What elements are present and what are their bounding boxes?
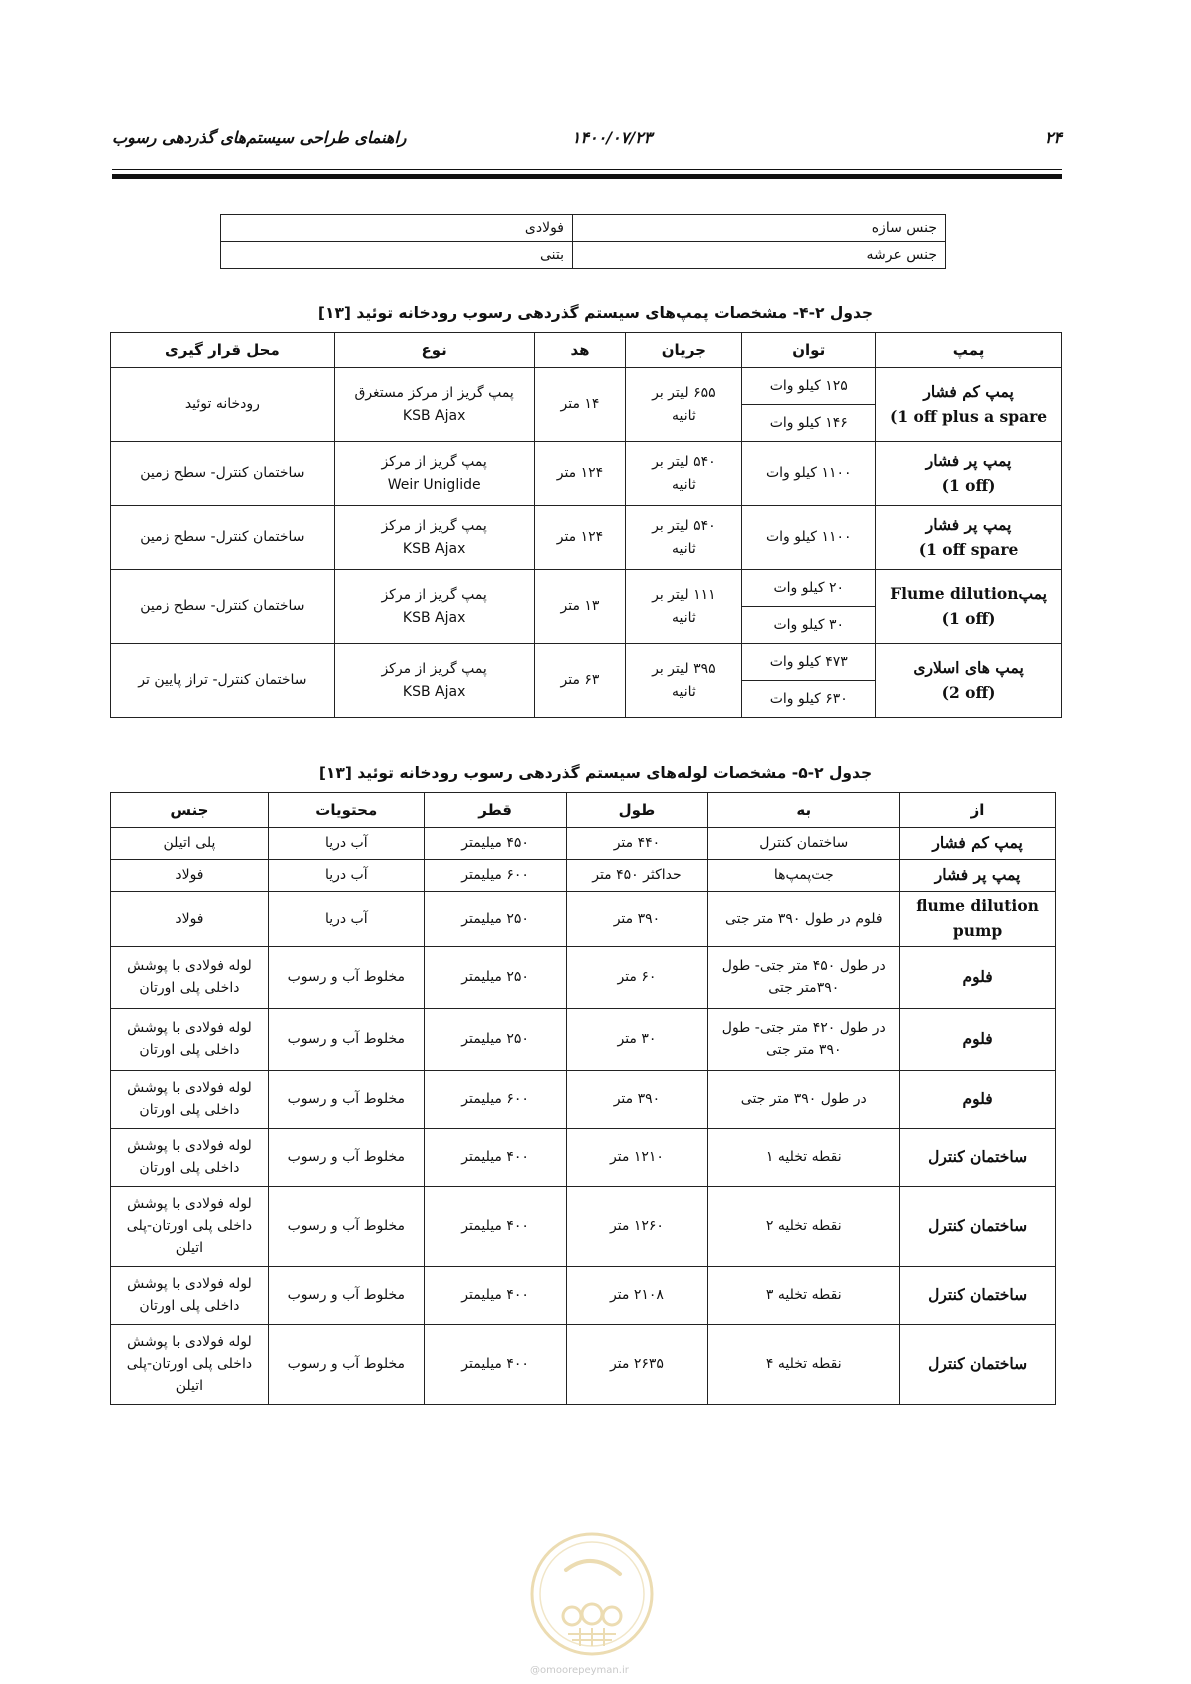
content-cell: مخلوط آب و رسوب [268, 1008, 424, 1070]
diameter-cell: ۶۰۰ میلیمتر [424, 860, 566, 892]
column-header: به [708, 793, 900, 828]
to-cell: در طول ۴۲۰ متر جتی- طول ۳۹۰ متر جتی [708, 1008, 900, 1070]
type-cell [334, 506, 534, 570]
material-cell: فولاد [111, 860, 269, 892]
pumps-table-caption: جدول ۲-۴- مشخصات پمپ‌های سیستم گذردهی رسوب رودخانه توئید [۱۳] [317, 304, 874, 322]
column-header: پمپ [876, 333, 1062, 368]
property-value: بتنی [221, 242, 573, 269]
head-cell: ۶۳ متر [534, 644, 626, 718]
location-cell: ساختمان کنترل- سطح زمین [111, 570, 335, 644]
pump-count: (1 off) [941, 475, 996, 495]
pump-count: (1 off spare [918, 539, 1019, 559]
length-cell: حداکثر ۴۵۰ متر [566, 860, 708, 892]
head-cell: ۱۳ متر [534, 570, 626, 644]
column-header: محل قرار گیری [111, 333, 335, 368]
material-cell: لوله فولادی با پوشش داخلی پلی اورتان [111, 1266, 269, 1324]
location-cell: ساختمان کنترل- سطح زمین [111, 442, 335, 506]
type-cell [334, 368, 534, 442]
power-cell: ۲۰ کیلو وات [742, 570, 876, 607]
table-header-row [111, 333, 1062, 368]
length-cell: ۴۴۰ متر [566, 828, 708, 860]
type-model: KSB Ajax [402, 683, 466, 700]
header-date: ۱۴۰۰/۰۷/۲۳ [571, 128, 653, 147]
diameter-cell: ۴۰۰ میلیمتر [424, 1128, 566, 1186]
pump-name-cell [876, 570, 1062, 644]
power-cell: ۱۱۰۰ کیلو وات [742, 442, 876, 506]
property-value: فولادی [221, 215, 573, 242]
diameter-cell: ۴۰۰ میلیمتر [424, 1266, 566, 1324]
column-header: قطر [424, 793, 566, 828]
flow-cell [626, 506, 742, 570]
location-cell: رودخانه توئید [111, 368, 335, 442]
pump-name-cell [876, 506, 1062, 570]
head-cell: ۱۲۴ متر [534, 442, 626, 506]
table-row [111, 570, 1062, 607]
column-header: محتویات [268, 793, 424, 828]
table-row [111, 1266, 1056, 1324]
to-cell: نقطه تخلیه ۲ [708, 1186, 900, 1266]
column-header: توان [742, 333, 876, 368]
power-cell: ۳۰ کیلو وات [742, 607, 876, 644]
flow-value: ۵۴۰ لیتر بر [652, 518, 716, 535]
material-cell: لوله فولادی با پوشش داخلی پلی اورتان-پلی اتیلن [111, 1186, 269, 1266]
power-cell: ۱۲۵ کیلو وات [742, 368, 876, 405]
content-cell: مخلوط آب و رسوب [268, 1070, 424, 1128]
pump-name: پمپFlume dilution [890, 583, 1047, 603]
pump-name: پمپ پر فشار [925, 450, 1012, 470]
from-cell: فلوم [900, 1008, 1056, 1070]
to-cell: نقطه تخلیه ۱ [708, 1128, 900, 1186]
length-cell: ۳۹۰ متر [566, 892, 708, 947]
from-cell: ساختمان کنترل [900, 1266, 1056, 1324]
from-cell: پمپ کم فشار [900, 828, 1056, 860]
table-row [111, 1128, 1056, 1186]
header-rule-thick [112, 174, 1062, 179]
power-cell: ۱۴۶ کیلو وات [742, 405, 876, 442]
length-cell: ۱۲۱۰ متر [566, 1128, 708, 1186]
table-row [111, 860, 1056, 892]
pump-name: پمپ های اسلاری [913, 657, 1024, 677]
type-cell [334, 644, 534, 718]
diameter-cell: ۲۵۰ میلیمتر [424, 1008, 566, 1070]
table-row [111, 368, 1062, 405]
watermark-text: @omoorepeyman.ir [530, 1665, 629, 1676]
content-cell: مخلوط آب و رسوب [268, 1266, 424, 1324]
type-model: KSB Ajax [402, 540, 466, 557]
flow-unit: ثانیه [671, 476, 696, 493]
flow-value: ۶۵۵ لیتر بر [652, 385, 716, 402]
type-description: پمپ گریز از مرکز مستغرق [354, 385, 514, 402]
from-cell: ساختمان کنترل [900, 1186, 1056, 1266]
length-cell: ۳۹۰ متر [566, 1070, 708, 1128]
table-row [111, 892, 1056, 947]
header-title: راهنمای طراحی سیستم‌های گذردهی رسوب [112, 128, 407, 147]
length-cell: ۲۱۰۸ متر [566, 1266, 708, 1324]
column-header: از [900, 793, 1056, 828]
to-cell: ساختمان کنترل [708, 828, 900, 860]
pump-name: پمپ پر فشار [925, 514, 1012, 534]
diameter-cell: ۴۰۰ میلیمتر [424, 1186, 566, 1266]
from-cell: ساختمان کنترل [900, 1324, 1056, 1404]
flow-cell [626, 644, 742, 718]
head-cell: ۱۴ متر [534, 368, 626, 442]
page-header [112, 128, 1062, 154]
pipes-table-body [111, 828, 1056, 1405]
head-cell: ۱۲۴ متر [534, 506, 626, 570]
content-cell: آب دریا [268, 860, 424, 892]
content-cell: مخلوط آب و رسوب [268, 1324, 424, 1404]
content-cell: آب دریا [268, 828, 424, 860]
material-cell: لوله فولادی با پوشش داخلی پلی اورتان [111, 1070, 269, 1128]
material-cell: لوله فولادی با پوشش داخلی پلی اورتان [111, 1008, 269, 1070]
content-cell: مخلوط آب و رسوب [268, 1128, 424, 1186]
diameter-cell: ۴۰۰ میلیمتر [424, 1324, 566, 1404]
type-cell [334, 442, 534, 506]
flow-unit: ثانیه [671, 407, 696, 424]
table-row [111, 506, 1062, 570]
table-row [111, 946, 1056, 1008]
property-key: جنس سازه [573, 215, 946, 242]
pump-count: (2 off) [941, 682, 996, 702]
type-model: KSB Ajax [402, 609, 466, 626]
property-key: جنس عرشه [573, 242, 946, 269]
type-description: پمپ گریز از مرکز [381, 454, 487, 471]
flow-value: ۵۴۰ لیتر بر [652, 454, 716, 471]
power-cell: ۱۱۰۰ کیلو وات [742, 506, 876, 570]
material-cell: لوله فولادی با پوشش داخلی پلی اورتان-پلی اتیلن [111, 1324, 269, 1404]
flow-value: ۳۹۵ لیتر بر [652, 661, 716, 678]
flow-cell [626, 368, 742, 442]
flow-unit: ثانیه [671, 683, 696, 700]
type-description: پمپ گریز از مرکز [381, 587, 487, 604]
diameter-cell: ۴۵۰ میلیمتر [424, 828, 566, 860]
diameter-cell: ۲۵۰ میلیمتر [424, 946, 566, 1008]
from-cell: flume dilution pump [900, 892, 1056, 947]
column-header: جنس [111, 793, 269, 828]
page-number: ۲۴ [1044, 128, 1062, 147]
properties-table [220, 214, 946, 269]
watermark-logo [528, 1530, 656, 1658]
table-row [111, 828, 1056, 860]
pipes-table-caption: جدول ۲-۵- مشخصات لوله‌های سیستم گذردهی رسوب رودخانه توئید [۱۳] [318, 764, 873, 782]
power-cell: ۶۳۰ کیلو وات [742, 681, 876, 718]
pumps-table [110, 332, 1062, 718]
table-row [111, 1070, 1056, 1128]
pump-count: (1 off plus a spare [889, 406, 1048, 426]
content-cell: آب دریا [268, 892, 424, 947]
to-cell: در طول ۴۵۰ متر جتی- طول ۳۹۰متر جتی [708, 946, 900, 1008]
location-cell: ساختمان کنترل- تراز پایین تر [111, 644, 335, 718]
flow-cell [626, 442, 742, 506]
table-row [221, 242, 946, 269]
length-cell: ۱۲۶۰ متر [566, 1186, 708, 1266]
from-cell: ساختمان کنترل [900, 1128, 1056, 1186]
flow-unit: ثانیه [671, 540, 696, 557]
location-cell: ساختمان کنترل- سطح زمین [111, 506, 335, 570]
length-cell: ۲۶۳۵ متر [566, 1324, 708, 1404]
material-cell: لوله فولادی با پوشش داخلی پلی اورتان [111, 1128, 269, 1186]
power-cell: ۴۷۳ کیلو وات [742, 644, 876, 681]
table-row [111, 442, 1062, 506]
table-header-row [111, 793, 1056, 828]
length-cell: ۳۰ متر [566, 1008, 708, 1070]
type-description: پمپ گریز از مرکز [381, 518, 487, 535]
pipes-table [110, 792, 1056, 1405]
flow-cell [626, 570, 742, 644]
type-model: Weir Uniglide [387, 476, 481, 493]
to-cell: فلوم در طول ۳۹۰ متر جتی [708, 892, 900, 947]
material-cell: پلی اتیلن [111, 828, 269, 860]
pump-name-cell [876, 368, 1062, 442]
flow-value: ۱۱۱ لیتر بر [652, 587, 716, 604]
length-cell: ۶۰ متر [566, 946, 708, 1008]
from-cell: فلوم [900, 946, 1056, 1008]
material-cell: فولاد [111, 892, 269, 947]
column-header: جریان [626, 333, 742, 368]
table-row [221, 215, 946, 242]
column-header: نوع [334, 333, 534, 368]
type-description: پمپ گریز از مرکز [381, 661, 487, 678]
pump-name-cell [876, 442, 1062, 506]
diameter-cell: ۶۰۰ میلیمتر [424, 1070, 566, 1128]
diameter-cell: ۲۵۰ میلیمتر [424, 892, 566, 947]
pump-name-cell [876, 644, 1062, 718]
from-cell: پمپ پر فشار [900, 860, 1056, 892]
table-row [111, 1008, 1056, 1070]
to-cell: در طول ۳۹۰ متر جتی [708, 1070, 900, 1128]
table-row [111, 1324, 1056, 1404]
content-cell: مخلوط آب و رسوب [268, 946, 424, 1008]
column-header: هد [534, 333, 626, 368]
type-cell [334, 570, 534, 644]
pump-count: (1 off) [941, 608, 996, 628]
content-cell: مخلوط آب و رسوب [268, 1186, 424, 1266]
table-row [111, 644, 1062, 681]
header-rule-thin [112, 169, 1062, 170]
flow-unit: ثانیه [671, 609, 696, 626]
material-cell: لوله فولادی با پوشش داخلی پلی اورتان [111, 946, 269, 1008]
column-header: طول [566, 793, 708, 828]
type-model: KSB Ajax [402, 407, 466, 424]
table-row [111, 1186, 1056, 1266]
pump-name: پمپ کم فشار [923, 381, 1014, 401]
to-cell: نقطه تخلیه ۳ [708, 1266, 900, 1324]
to-cell: نقطه تخلیه ۴ [708, 1324, 900, 1404]
to-cell: جت‌پمپ‌ها [708, 860, 900, 892]
from-cell: فلوم [900, 1070, 1056, 1128]
